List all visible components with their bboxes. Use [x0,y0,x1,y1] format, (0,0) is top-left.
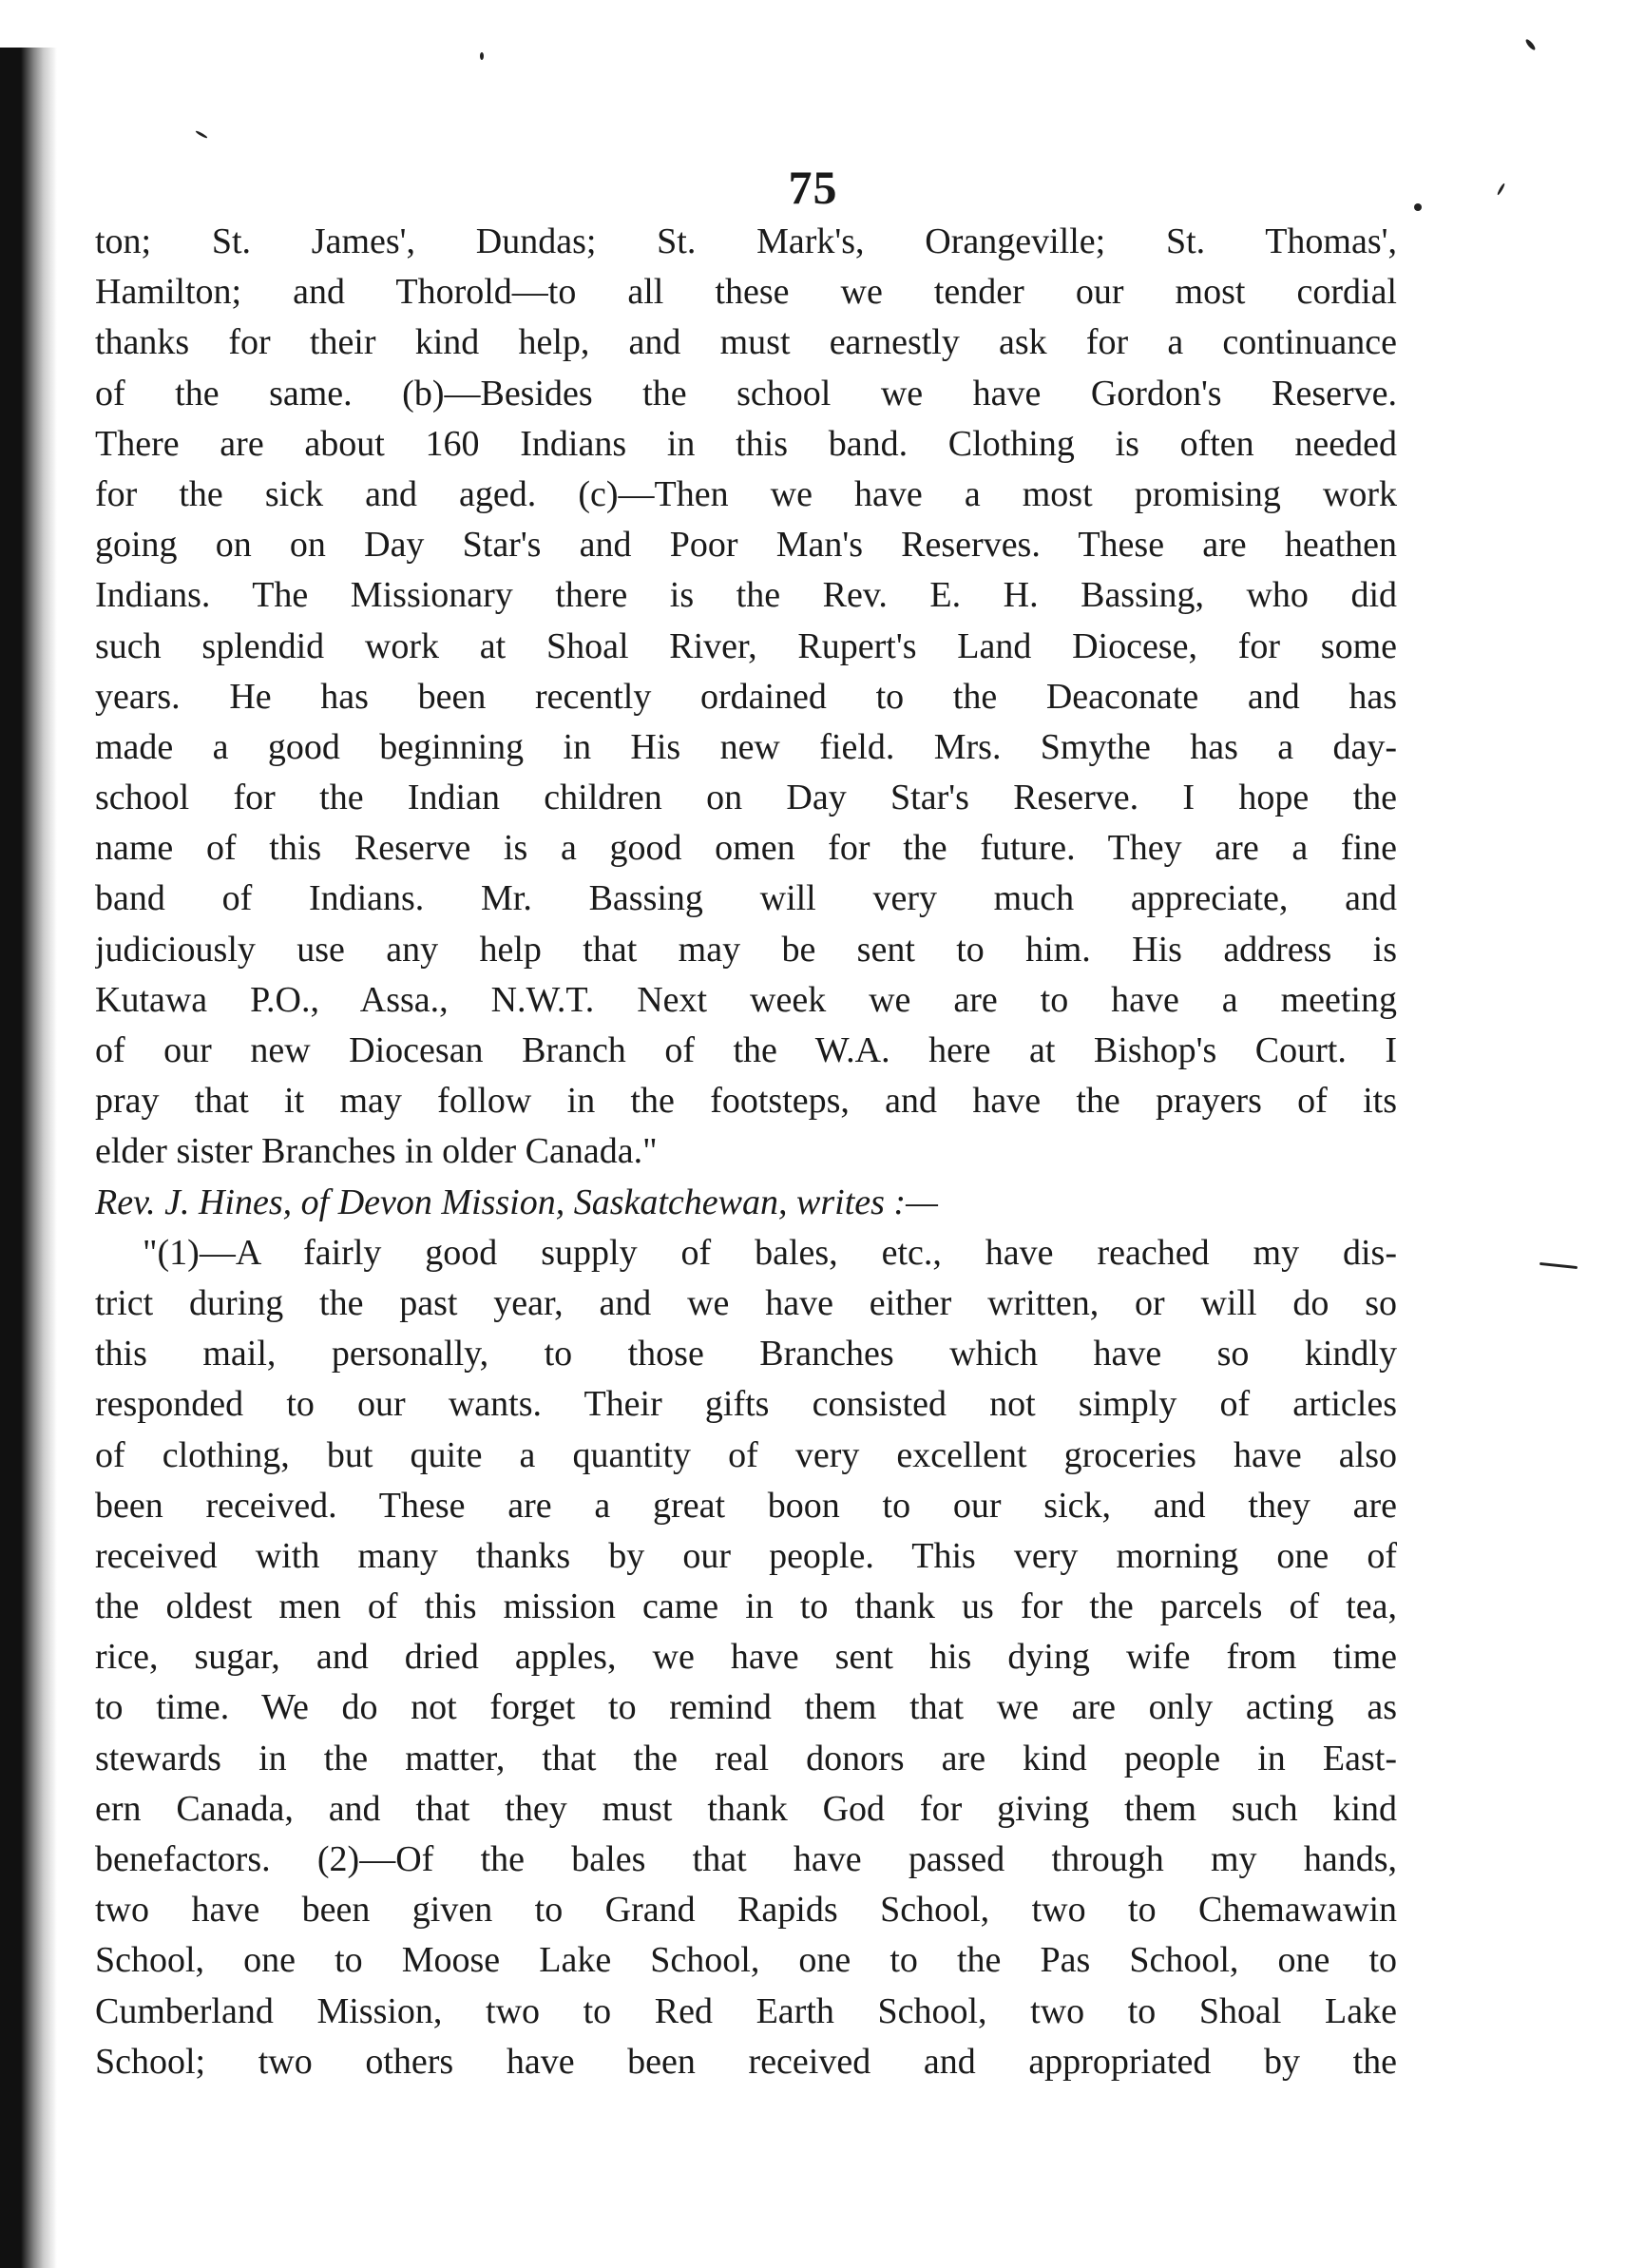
text-line: the oldest men of this mission came in to thank us for the parcels of tea, [95,1586,1397,1627]
text-line: elder sister Branches in older Canada." [95,1131,658,1172]
text-line: Indians. The Missionary there is the Rev. E. H. Bassing, who did [95,575,1397,616]
text-line: School; two others have been received and appropriated by the [95,2041,1397,2082]
text-line: made a good beginning in His new field. Mrs. Smythe has a day- [95,726,1397,767]
text-line: judiciously use any help that may be sent to him. His address is [95,929,1397,970]
letter-attribution: Rev. J. Hines, of Devon Mission, Saskatchewan, writes :— [95,1182,938,1222]
scan-speck [1540,1262,1578,1269]
text-line: ern Canada, and that they must thank God for giving them such kind [95,1788,1397,1829]
text-line: to time. We do not forget to remind them that we are only acting as [95,1687,1397,1728]
text-line: Kutawa P.O., Assa., N.W.T. Next week we are to have a meeting [95,979,1397,1020]
text-line: been received. These are a great boon to our sick, and they are [95,1485,1397,1526]
scan-speck [480,52,484,60]
text-line: school for the Indian children on Day Star's Reserve. I hope the [95,778,1397,818]
body-text [95,217,1397,2087]
text-line: this mail, personally, to those Branches which have so kindly [95,1334,1397,1374]
text-line: of the same. (b)—Besides the school we have Gordon's Reserve. [95,373,1397,413]
text-line: received with many thanks by our people. This very morning one of [95,1535,1397,1576]
text-line: of our new Diocesan Branch of the W.A. here at Bishop's Court. I [95,1030,1397,1070]
scan-speck [195,130,208,140]
text-line: ton; St. James', Dundas; St. Mark's, Orangeville; St. Thomas', [95,221,1397,261]
text-line: name of this Reserve is a good omen for the future. They are a fine [95,828,1397,869]
text-line: School, one to Moose Lake School, one to the Pas School, one to [95,1940,1397,1981]
text-line: rice, sugar, and dried apples, we have sent his dying wife from time [95,1637,1397,1678]
scan-speck [1524,38,1537,51]
text-line: responded to our wants. Their gifts consisted not simply of articles [95,1384,1397,1425]
text-line: such splendid work at Shoal River, Rupert's Land Diocese, for some [95,625,1397,666]
page-binding-edge [0,48,57,2268]
text-line: "(1)—A fairly good supply of bales, etc., have reached my dis- [143,1232,1397,1273]
text-line: Hamilton; and Thorold—to all these we tender our most cordial [95,272,1397,313]
text-line: years. He has been recently ordained to the Deaconate and has [95,676,1397,717]
page-number: 75 [788,161,838,214]
text-line: Cumberland Mission, two to Red Earth School, two to Shoal Lake [95,1990,1397,2031]
text-line: stewards in the matter, that the real donors are kind people in East- [95,1738,1397,1778]
text-line: pray that it may follow in the footsteps, and have the prayers of its [95,1081,1397,1122]
text-line: band of Indians. Mr. Bassing will very much appreciate, and [95,878,1397,919]
text-line: trict during the past year, and we have either written, or will do so [95,1282,1397,1323]
text-line: thanks for their kind help, and must earnestly ask for a continuance [95,322,1397,363]
text-line: going on on Day Star's and Poor Man's Reserves. These are heathen [95,525,1397,566]
text-line: of clothing, but quite a quantity of very excellent groceries have also [95,1434,1397,1475]
text-line: There are about 160 Indians in this band. Clothing is often needed [95,423,1397,464]
text-line: benefactors. (2)—Of the bales that have passed through my hands, [95,1839,1397,1879]
text-line: two have been given to Grand Rapids School, two to Chemawawin [95,1890,1397,1931]
text-line: for the sick and aged. (c)—Then we have a most promising work [95,473,1397,514]
